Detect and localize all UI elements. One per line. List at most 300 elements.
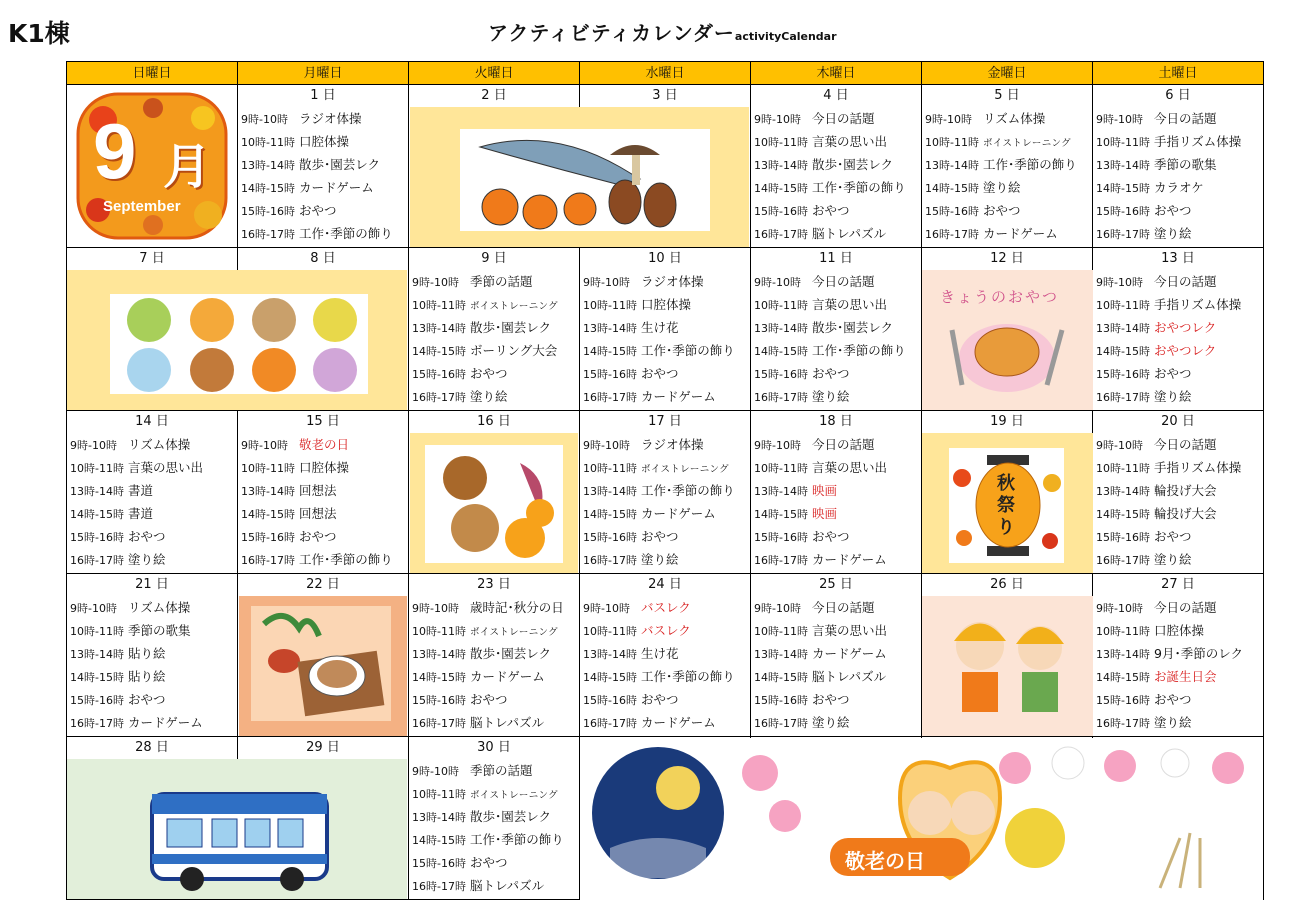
activity-time: 10時-11時 bbox=[925, 136, 979, 149]
activity-name: 今日の話題 bbox=[812, 111, 875, 126]
activity-name: カードゲーム bbox=[641, 715, 716, 730]
day-number: 5 日 bbox=[994, 88, 1020, 103]
activity-row bbox=[922, 199, 1092, 222]
day-cell bbox=[751, 85, 922, 248]
activity-time: 10時-11時 bbox=[412, 788, 466, 801]
activity-name: 脳トレパズル bbox=[812, 669, 887, 684]
activity-row bbox=[409, 385, 579, 408]
activity-name: ラジオ体操 bbox=[641, 274, 704, 289]
activity-time: 16時-17時 bbox=[241, 228, 295, 241]
september-badge bbox=[73, 90, 231, 242]
activity-row bbox=[238, 433, 408, 456]
activity-time: 10時-11時 bbox=[754, 299, 808, 312]
activity-time: 9時-10時 bbox=[1096, 113, 1143, 126]
activity-row bbox=[67, 711, 237, 734]
activity-name: 季節の話題 bbox=[470, 763, 533, 778]
activity-name: 季節の話題 bbox=[470, 274, 533, 289]
badge-english: September bbox=[103, 198, 181, 215]
activity-name: 工作･季節の飾り bbox=[812, 343, 906, 358]
activity-row bbox=[751, 711, 921, 734]
activity-time: 15時-16時 bbox=[583, 368, 637, 381]
activity-time: 15時-16時 bbox=[925, 205, 979, 218]
activity-time: 15時-16時 bbox=[754, 694, 808, 707]
activity-time: 9時-10時 bbox=[1096, 439, 1143, 452]
activity-time: 14時-15時 bbox=[925, 182, 979, 195]
activity-row bbox=[409, 293, 579, 316]
activity-row bbox=[1093, 525, 1263, 548]
activity-time: 10時-11時 bbox=[412, 625, 466, 638]
activity-row bbox=[1093, 153, 1263, 176]
activity-time: 10時-11時 bbox=[1096, 462, 1150, 475]
activity-row bbox=[238, 502, 408, 525]
activity-time: 10時-11時 bbox=[412, 299, 466, 312]
cafe-panel bbox=[239, 596, 407, 736]
activity-name: おやつ bbox=[299, 529, 337, 544]
activity-time: 10時-11時 bbox=[70, 462, 124, 475]
activity-time: 16時-17時 bbox=[241, 554, 295, 567]
activity-time: 15時-16時 bbox=[241, 205, 295, 218]
activity-name: 散歩･園芸レク bbox=[470, 320, 552, 335]
title-sub: activityCalendar bbox=[734, 30, 837, 43]
activity-name: ボイストレーニング bbox=[470, 627, 558, 638]
activity-time: 15時-16時 bbox=[412, 857, 466, 870]
day-cell bbox=[751, 574, 922, 737]
activity-time: 16時-17時 bbox=[1096, 554, 1150, 567]
activity-time: 9時-10時 bbox=[754, 439, 801, 452]
activity-time: 13時-14時 bbox=[754, 159, 808, 172]
activity-time: 13時-14時 bbox=[241, 159, 295, 172]
page-title bbox=[488, 17, 837, 46]
activity-time: 13時-14時 bbox=[412, 811, 466, 824]
activity-name: 工作･季節の飾り bbox=[299, 226, 393, 241]
activity-row bbox=[1093, 479, 1263, 502]
activity-row bbox=[580, 385, 750, 408]
activity-row bbox=[409, 828, 579, 851]
activity-row bbox=[580, 433, 750, 456]
activity-name: おやつ bbox=[128, 529, 166, 544]
activity-name: 言葉の思い出 bbox=[812, 623, 888, 638]
activity-time: 16時-17時 bbox=[70, 554, 124, 567]
activity-row bbox=[580, 665, 750, 688]
day-number: 13 日 bbox=[1161, 251, 1195, 266]
activity-name: 工作･季節の飾り bbox=[299, 552, 393, 567]
activity-row bbox=[922, 153, 1092, 176]
activity-row bbox=[409, 619, 579, 642]
activity-time: 14時-15時 bbox=[583, 345, 637, 358]
activity-row bbox=[238, 176, 408, 199]
activity-row bbox=[1093, 176, 1263, 199]
activity-time: 13時-14時 bbox=[1096, 648, 1150, 661]
activity-time: 9時-10時 bbox=[412, 602, 459, 615]
activity-time: 15時-16時 bbox=[241, 531, 295, 544]
activity-row bbox=[1093, 293, 1263, 316]
activity-name: 塗り絵 bbox=[128, 552, 166, 567]
activity-time: 13時-14時 bbox=[1096, 322, 1150, 335]
activity-name: 塗り絵 bbox=[1154, 389, 1192, 404]
activity-row bbox=[67, 596, 237, 619]
activity-name: ボーリング大会 bbox=[470, 343, 558, 358]
activity-name: 手指リズム体操 bbox=[1154, 134, 1242, 149]
activity-row bbox=[580, 548, 750, 571]
day-number: 3 日 bbox=[652, 88, 678, 103]
activity-row bbox=[751, 642, 921, 665]
activity-time: 14時-15時 bbox=[754, 671, 808, 684]
day-number: 21 日 bbox=[135, 577, 169, 592]
activity-name: 塗り絵 bbox=[1154, 226, 1192, 241]
activity-row bbox=[751, 199, 921, 222]
activity-time: 9時-10時 bbox=[412, 765, 459, 778]
activity-name: 今日の話題 bbox=[812, 437, 875, 452]
day-cell bbox=[580, 574, 751, 737]
weekday-tue: 火曜日 bbox=[409, 62, 580, 85]
activity-row bbox=[67, 688, 237, 711]
activity-name: カードゲーム bbox=[983, 226, 1058, 241]
activity-row bbox=[580, 711, 750, 734]
activity-time: 10時-11時 bbox=[241, 136, 295, 149]
day-number: 29 日 bbox=[306, 740, 340, 755]
activity-time: 15時-16時 bbox=[583, 531, 637, 544]
weekday-sat: 土曜日 bbox=[1093, 62, 1264, 85]
activity-name: おやつ bbox=[641, 692, 679, 707]
activity-name: おやつ bbox=[641, 366, 679, 381]
activity-time: 13時-14時 bbox=[754, 322, 808, 335]
activity-name: 散歩･園芸レク bbox=[470, 646, 552, 661]
activity-name: 映画 bbox=[812, 506, 838, 521]
day-number: 9 日 bbox=[481, 251, 507, 266]
activity-time: 15時-16時 bbox=[754, 531, 808, 544]
activity-name: 貼り絵 bbox=[128, 669, 166, 684]
activity-time: 13時-14時 bbox=[70, 485, 124, 498]
day-cell bbox=[751, 248, 922, 411]
activity-row bbox=[409, 596, 579, 619]
activity-time: 13時-14時 bbox=[1096, 485, 1150, 498]
activity-name: カードゲーム bbox=[641, 506, 716, 521]
activity-name: カードゲーム bbox=[641, 389, 716, 404]
activity-row bbox=[751, 107, 921, 130]
activity-row bbox=[1093, 642, 1263, 665]
activity-name: おやつレク bbox=[1154, 320, 1217, 335]
activity-name: お誕生日会 bbox=[1154, 669, 1217, 684]
activity-name: 手指リズム体操 bbox=[1154, 297, 1242, 312]
activity-time: 10時-11時 bbox=[1096, 136, 1150, 149]
activity-time: 9時-10時 bbox=[583, 602, 630, 615]
activity-row bbox=[751, 502, 921, 525]
activity-name: 季節の歌集 bbox=[1154, 157, 1217, 172]
bus-panel bbox=[67, 759, 407, 899]
day-number: 28 日 bbox=[135, 740, 169, 755]
activity-time: 16時-17時 bbox=[754, 717, 808, 730]
activity-row bbox=[751, 548, 921, 571]
activity-row bbox=[751, 362, 921, 385]
activity-name: 今日の話題 bbox=[1154, 600, 1217, 615]
activity-row bbox=[409, 711, 579, 734]
activity-name: おやつ bbox=[470, 855, 508, 870]
day-number: 26 日 bbox=[990, 577, 1024, 592]
activity-name: 歳時記･秋分の日 bbox=[470, 600, 564, 615]
activity-row bbox=[751, 176, 921, 199]
activity-name: 塗り絵 bbox=[812, 715, 850, 730]
weekday-thu: 木曜日 bbox=[751, 62, 922, 85]
activity-row bbox=[1093, 688, 1263, 711]
activity-row bbox=[922, 130, 1092, 153]
activity-row bbox=[751, 293, 921, 316]
weekday-header-row bbox=[67, 62, 1264, 85]
activity-name: カードゲーム bbox=[299, 180, 374, 195]
activity-row bbox=[409, 316, 579, 339]
activity-name: 回想法 bbox=[299, 506, 337, 521]
activity-row bbox=[751, 270, 921, 293]
activity-name: 映画 bbox=[812, 483, 838, 498]
day-number: 8 日 bbox=[310, 251, 336, 266]
activity-time: 13時-14時 bbox=[754, 485, 808, 498]
day-cell bbox=[580, 411, 751, 574]
activity-name: 生け花 bbox=[641, 646, 679, 661]
activity-name: おやつ bbox=[128, 692, 166, 707]
activity-row bbox=[409, 642, 579, 665]
activity-row bbox=[1093, 339, 1263, 362]
autumn-food-panel bbox=[410, 107, 749, 247]
activity-name: リズム体操 bbox=[128, 600, 191, 615]
activity-time: 16時-17時 bbox=[1096, 717, 1150, 730]
weekday-sun: 日曜日 bbox=[67, 62, 238, 85]
activity-name: 散歩･園芸レク bbox=[812, 320, 894, 335]
day-number: 25 日 bbox=[819, 577, 853, 592]
activity-time: 16時-17時 bbox=[412, 880, 466, 893]
festival-panel bbox=[922, 433, 1093, 573]
activity-row bbox=[238, 548, 408, 571]
day-cell bbox=[1093, 411, 1264, 574]
activity-row bbox=[1093, 619, 1263, 642]
activity-row bbox=[1093, 385, 1263, 408]
activity-name: おやつ bbox=[470, 366, 508, 381]
activity-time: 15時-16時 bbox=[412, 694, 466, 707]
day-cell bbox=[1093, 574, 1264, 737]
activity-time: 13時-14時 bbox=[925, 159, 979, 172]
activity-row bbox=[238, 199, 408, 222]
activity-row bbox=[1093, 199, 1263, 222]
activity-name: 塗り絵 bbox=[812, 389, 850, 404]
activity-time: 13時-14時 bbox=[583, 322, 637, 335]
activity-time: 15時-16時 bbox=[1096, 694, 1150, 707]
activity-name: 塗り絵 bbox=[1154, 715, 1192, 730]
activity-time: 16時-17時 bbox=[583, 391, 637, 404]
day-cell bbox=[238, 411, 409, 574]
activity-row bbox=[238, 107, 408, 130]
activity-name: 口腔体操 bbox=[641, 297, 692, 312]
activity-time: 13時-14時 bbox=[70, 648, 124, 661]
activity-time: 9時-10時 bbox=[70, 602, 117, 615]
activity-name: 今日の話題 bbox=[812, 274, 875, 289]
activity-time: 9時-10時 bbox=[583, 439, 630, 452]
activity-row bbox=[67, 502, 237, 525]
activity-name: ボイストレーニング bbox=[983, 138, 1071, 149]
activity-time: 16時-17時 bbox=[583, 717, 637, 730]
activity-time: 13時-14時 bbox=[583, 485, 637, 498]
activity-time: 13時-14時 bbox=[412, 322, 466, 335]
activity-row bbox=[1093, 130, 1263, 153]
activity-row bbox=[1093, 596, 1263, 619]
activity-time: 14時-15時 bbox=[754, 345, 808, 358]
activity-name: おやつ bbox=[1154, 203, 1192, 218]
activity-row bbox=[751, 222, 921, 245]
activity-time: 10時-11時 bbox=[1096, 625, 1150, 638]
activity-name: リズム体操 bbox=[128, 437, 191, 452]
activity-name: 敬老の日 bbox=[299, 437, 350, 452]
activity-row bbox=[580, 270, 750, 293]
activity-time: 9時-10時 bbox=[754, 276, 801, 289]
activity-row bbox=[922, 222, 1092, 245]
activity-row bbox=[238, 130, 408, 153]
day-cell bbox=[1093, 248, 1264, 411]
chestnut-persimmon-icon bbox=[410, 433, 578, 573]
day-number: 4 日 bbox=[823, 88, 849, 103]
activity-time: 14時-15時 bbox=[1096, 182, 1150, 195]
activity-name: 言葉の思い出 bbox=[812, 134, 888, 149]
activity-row bbox=[751, 130, 921, 153]
activity-name: 工作･季節の飾り bbox=[983, 157, 1077, 172]
activity-name: おやつ bbox=[470, 692, 508, 707]
activity-row bbox=[580, 596, 750, 619]
activity-row bbox=[580, 525, 750, 548]
activity-time: 14時-15時 bbox=[754, 182, 808, 195]
activity-name: カードゲーム bbox=[128, 715, 203, 730]
activity-name: 散歩･園芸レク bbox=[470, 809, 552, 824]
activity-row bbox=[580, 339, 750, 362]
day-number: 27 日 bbox=[1161, 577, 1195, 592]
activity-row bbox=[409, 362, 579, 385]
activity-name: 言葉の思い出 bbox=[812, 460, 888, 475]
activity-time: 15時-16時 bbox=[754, 368, 808, 381]
activity-name: 塗り絵 bbox=[1154, 552, 1192, 567]
activity-row bbox=[751, 433, 921, 456]
activity-name: おやつレク bbox=[1154, 343, 1217, 358]
activity-name: 今日の話題 bbox=[1154, 274, 1217, 289]
day-cell bbox=[67, 574, 238, 737]
activity-row bbox=[751, 479, 921, 502]
activity-time: 14時-15時 bbox=[583, 671, 637, 684]
activity-time: 10時-11時 bbox=[1096, 299, 1150, 312]
activity-row bbox=[238, 456, 408, 479]
keiro-no-hi-icon bbox=[580, 738, 1263, 900]
activity-name: おやつ bbox=[812, 692, 850, 707]
activity-time: 9時-10時 bbox=[1096, 276, 1143, 289]
activity-name: 口腔体操 bbox=[299, 460, 350, 475]
activity-row bbox=[67, 548, 237, 571]
day-number: 10 日 bbox=[648, 251, 682, 266]
activity-row bbox=[67, 433, 237, 456]
activity-name: 手指リズム体操 bbox=[1154, 460, 1242, 475]
snack-panel bbox=[922, 270, 1093, 410]
day-cell bbox=[409, 737, 580, 900]
activity-time: 9時-10時 bbox=[925, 113, 972, 126]
activity-time: 15時-16時 bbox=[412, 368, 466, 381]
activity-row bbox=[1093, 362, 1263, 385]
activity-name: 輪投げ大会 bbox=[1154, 483, 1217, 498]
activity-row bbox=[580, 293, 750, 316]
activity-name: ボイストレーニング bbox=[641, 464, 729, 475]
activity-name: 工作･季節の飾り bbox=[812, 180, 906, 195]
activity-row bbox=[409, 851, 579, 874]
day-number: 7 日 bbox=[139, 251, 165, 266]
activity-time: 9時-10時 bbox=[1096, 602, 1143, 615]
activity-time: 10時-11時 bbox=[583, 299, 637, 312]
day-cell bbox=[409, 248, 580, 411]
activity-row bbox=[409, 665, 579, 688]
activity-name: 脳トレパズル bbox=[470, 715, 545, 730]
activity-row bbox=[751, 596, 921, 619]
day-number: 24 日 bbox=[648, 577, 682, 592]
activity-time: 16時-17時 bbox=[412, 391, 466, 404]
activity-time: 16時-17時 bbox=[754, 554, 808, 567]
autumn-icons-grid-icon bbox=[67, 270, 407, 410]
activity-row bbox=[409, 688, 579, 711]
activity-time: 10時-11時 bbox=[754, 136, 808, 149]
activity-name: カードゲーム bbox=[470, 669, 545, 684]
activity-row bbox=[1093, 665, 1263, 688]
day-number: 15 日 bbox=[306, 414, 340, 429]
coffee-plant-icon bbox=[239, 596, 407, 736]
bus-icon bbox=[67, 759, 407, 899]
activity-name: 輪投げ大会 bbox=[1154, 506, 1217, 521]
activity-name: 脳トレパズル bbox=[470, 878, 545, 893]
day-number: 23 日 bbox=[477, 577, 511, 592]
keiro-label: 敬老の日 bbox=[845, 849, 925, 873]
day-cell bbox=[1093, 85, 1264, 248]
activity-row bbox=[751, 153, 921, 176]
activity-name: おやつ bbox=[983, 203, 1021, 218]
activity-row bbox=[1093, 548, 1263, 571]
activity-time: 14時-15時 bbox=[412, 345, 466, 358]
activity-name: 生け花 bbox=[641, 320, 679, 335]
activity-time: 14時-15時 bbox=[241, 182, 295, 195]
day-cell bbox=[580, 248, 751, 411]
activity-row bbox=[751, 456, 921, 479]
day-number: 12 日 bbox=[990, 251, 1024, 266]
activity-row bbox=[751, 385, 921, 408]
activity-name: 塗り絵 bbox=[470, 389, 508, 404]
activity-row bbox=[1093, 502, 1263, 525]
activity-name: ボイストレーニング bbox=[470, 790, 558, 801]
activity-name: バスレク bbox=[641, 600, 691, 615]
activity-row bbox=[409, 805, 579, 828]
day-cell bbox=[238, 85, 409, 248]
activity-row bbox=[1093, 316, 1263, 339]
day-number: 1 日 bbox=[310, 88, 336, 103]
activity-name: カラオケ bbox=[1154, 180, 1204, 195]
activity-time: 14時-15時 bbox=[70, 671, 124, 684]
activity-row bbox=[238, 479, 408, 502]
activity-time: 15時-16時 bbox=[754, 205, 808, 218]
activity-row bbox=[409, 270, 579, 293]
activity-name: 今日の話題 bbox=[1154, 437, 1217, 452]
activity-time: 14時-15時 bbox=[412, 834, 466, 847]
activity-row bbox=[580, 479, 750, 502]
children-panel bbox=[922, 596, 1093, 736]
activity-time: 9時-10時 bbox=[754, 602, 801, 615]
badge-number: 9 bbox=[93, 107, 137, 195]
day-cell bbox=[67, 411, 238, 574]
activity-time: 13時-14時 bbox=[241, 485, 295, 498]
activity-name: おやつ bbox=[1154, 529, 1192, 544]
snack-label: きょうのおやつ bbox=[940, 288, 1060, 306]
activity-name: 今日の話題 bbox=[1154, 111, 1217, 126]
activity-time: 9時-10時 bbox=[241, 439, 288, 452]
day-number: 14 日 bbox=[135, 414, 169, 429]
activity-row bbox=[409, 782, 579, 805]
activity-name: おやつ bbox=[641, 529, 679, 544]
keiro-panel bbox=[580, 738, 1263, 900]
activity-row bbox=[1093, 222, 1263, 245]
